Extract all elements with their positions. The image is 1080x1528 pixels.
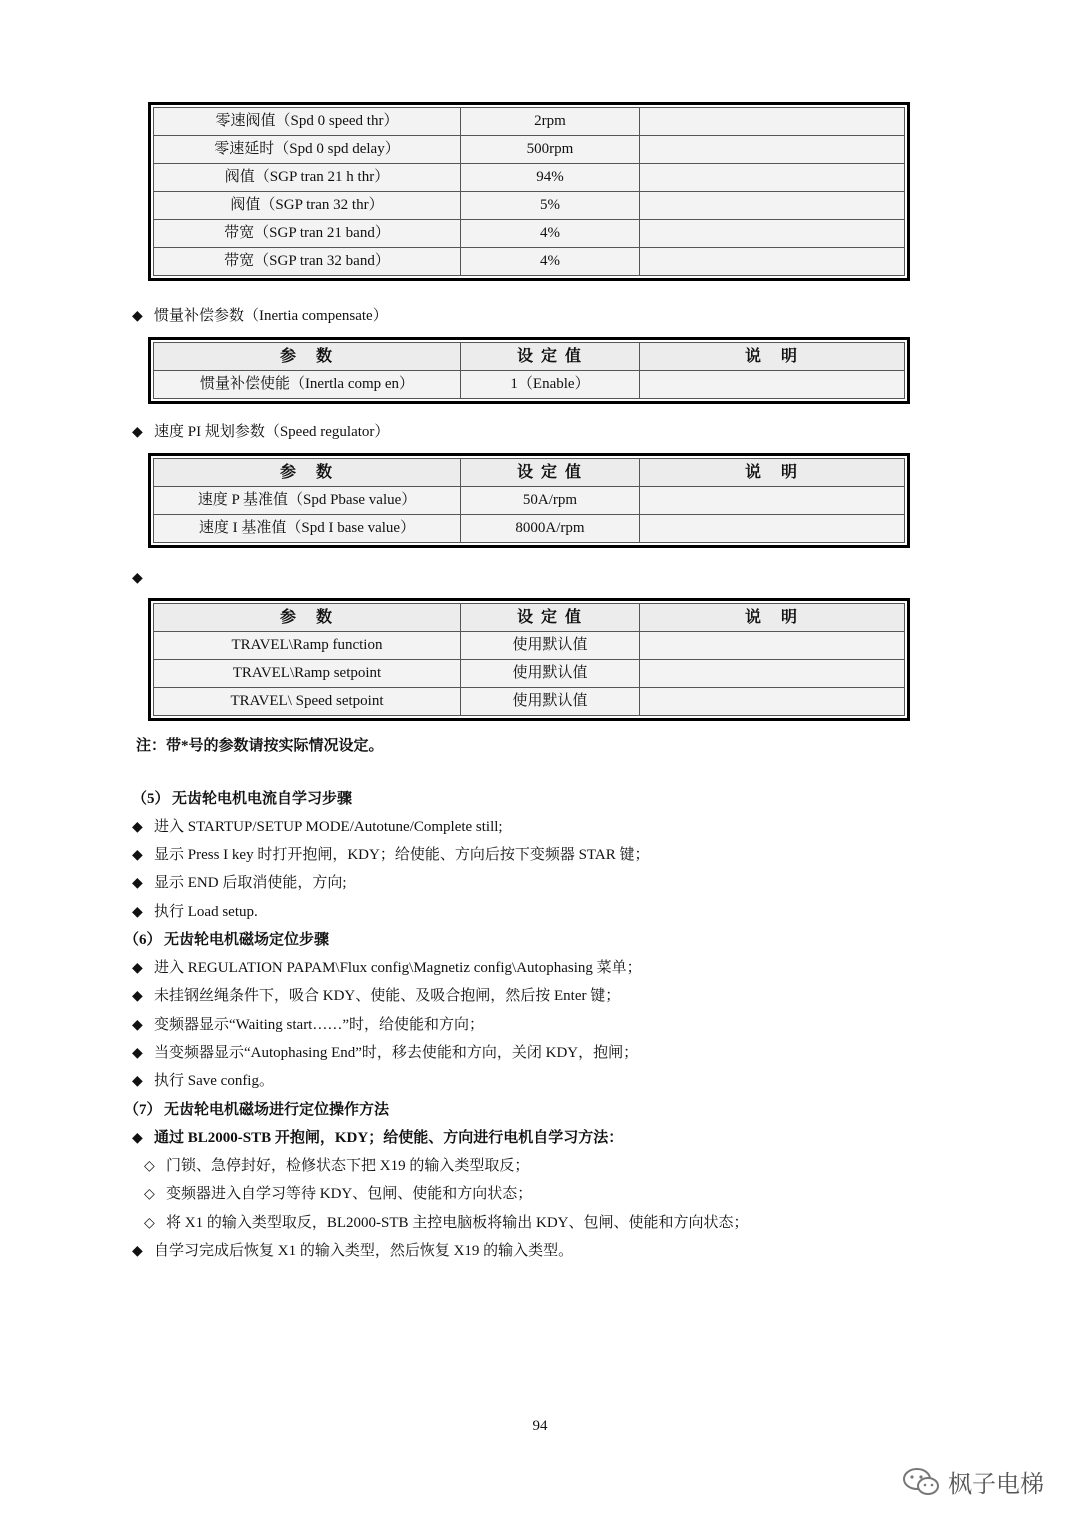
diamond-bullet-icon: ◆ xyxy=(132,309,143,324)
diamond-bullet-icon: ◆ xyxy=(132,1018,143,1033)
column-header: 说 明 xyxy=(640,343,905,371)
params-table-travel xyxy=(148,598,910,721)
table-row xyxy=(154,371,905,399)
diamond-bullet-icon: ◆ xyxy=(132,989,143,1004)
list-item xyxy=(132,817,503,838)
list-item-text: 当变频器显示“Autophasing End”时，移去使能和方向，关闭 KDY，抱闸； xyxy=(154,1045,639,1061)
step-6-heading xyxy=(124,930,329,950)
param-value: 1（Enable） xyxy=(461,371,640,399)
list-item xyxy=(132,1071,274,1092)
hollow-diamond-icon: ◇ xyxy=(144,1216,155,1231)
param-desc xyxy=(640,371,905,399)
param-desc xyxy=(640,136,905,164)
list-item xyxy=(132,1241,573,1262)
step-number: （5） xyxy=(132,791,170,807)
table-header-row xyxy=(154,343,905,371)
table-row xyxy=(154,515,905,543)
list-item xyxy=(132,902,258,923)
list-item-text: 自学习完成后恢复 X1 的输入类型，然后恢复 X19 的输入类型。 xyxy=(154,1243,574,1259)
table-row xyxy=(154,136,905,164)
list-item-text: 变频器进入自学习等待 KDY、包闸、使能和方向状态； xyxy=(166,1186,533,1202)
step-number: （7） xyxy=(124,1102,162,1118)
params-table-speed xyxy=(148,453,910,548)
list-item xyxy=(132,986,620,1007)
diamond-bullet-icon: ◆ xyxy=(132,905,143,920)
param-value: 5% xyxy=(461,192,640,220)
watermark xyxy=(902,1464,1044,1499)
diamond-bullet-icon: ◆ xyxy=(132,820,143,835)
page-number: 94 xyxy=(532,1418,548,1434)
param-name: 零速延时（Spd 0 spd delay） xyxy=(154,136,461,164)
list-item xyxy=(132,845,649,866)
column-header: 设 定 值 xyxy=(461,604,640,632)
table-note: 注：带*号的参数请按实际情况设定。 xyxy=(136,738,384,754)
column-header: 参 数 xyxy=(154,604,461,632)
table-row xyxy=(154,688,905,716)
table-row xyxy=(154,487,905,515)
list-item-text: 进入 REGULATION PAPAM\Flux config\Magnetiz config\Autophasing 菜单； xyxy=(154,960,642,976)
param-name: 惯量补偿使能（Inertla comp en） xyxy=(154,371,461,399)
step-title: 无齿轮电机电流自学习步骤 xyxy=(172,791,353,807)
param-value: 94% xyxy=(461,164,640,192)
param-desc xyxy=(640,108,905,136)
step-7-heading xyxy=(124,1100,389,1120)
column-header: 说 明 xyxy=(640,604,905,632)
param-value: 8000A/rpm xyxy=(461,515,640,543)
column-header: 参 数 xyxy=(154,459,461,487)
step-5-heading xyxy=(132,789,352,809)
param-desc xyxy=(640,248,905,276)
param-value: 2rpm xyxy=(461,108,640,136)
list-item-text: 将 X1 的输入类型取反，BL2000-STB 主控电脑板将输出 KDY、包闸、使能和方向状态； xyxy=(166,1215,749,1231)
param-value: 使用默认值 xyxy=(461,660,640,688)
sub-list-item xyxy=(144,1184,532,1205)
param-value: 使用默认值 xyxy=(461,688,640,716)
list-item-text: 通过 BL2000-STB 开抱闸，KDY；给使能、方向进行电机自学习方法： xyxy=(154,1130,624,1146)
column-header: 参 数 xyxy=(154,343,461,371)
list-item xyxy=(132,1043,638,1064)
table-row xyxy=(154,660,905,688)
table-row xyxy=(154,248,905,276)
param-desc xyxy=(640,192,905,220)
table-row xyxy=(154,108,905,136)
wechat-logo-icon xyxy=(902,1466,942,1498)
section-heading-inertia xyxy=(132,306,388,327)
param-value: 500rpm xyxy=(461,136,640,164)
section-heading-travel xyxy=(132,568,154,589)
table-row xyxy=(154,164,905,192)
table-header-row xyxy=(154,604,905,632)
param-desc xyxy=(640,487,905,515)
sub-list-item xyxy=(144,1156,529,1177)
table-row xyxy=(154,192,905,220)
watermark-text: 枫子电梯 xyxy=(948,1470,1044,1498)
diamond-bullet-icon: ◆ xyxy=(132,1131,143,1146)
param-name: 带宽（SGP tran 21 band） xyxy=(154,220,461,248)
list-item-text: 门锁、急停封好，检修状态下把 X19 的输入类型取反； xyxy=(166,1158,530,1174)
param-name: 带宽（SGP tran 32 band） xyxy=(154,248,461,276)
param-name: 阀值（SGP tran 21 h thr） xyxy=(154,164,461,192)
step-title: 无齿轮电机磁场定位步骤 xyxy=(164,932,330,948)
list-item-text: 执行 Save config。 xyxy=(154,1073,274,1089)
hollow-diamond-icon: ◇ xyxy=(144,1187,155,1202)
param-value: 50A/rpm xyxy=(461,487,640,515)
hollow-diamond-icon: ◇ xyxy=(144,1159,155,1174)
param-name: 零速阀值（Spd 0 speed thr） xyxy=(154,108,461,136)
section-heading-speed xyxy=(132,422,389,443)
list-item xyxy=(132,873,347,894)
param-value: 4% xyxy=(461,220,640,248)
param-name: 阀值（SGP tran 32 thr） xyxy=(154,192,461,220)
param-desc xyxy=(640,515,905,543)
column-header: 设 定 值 xyxy=(461,459,640,487)
table-row xyxy=(154,220,905,248)
section-title: 惯量补偿参数（Inertia compensate） xyxy=(154,308,388,324)
table-header-row xyxy=(154,459,905,487)
step-number: （6） xyxy=(124,932,162,948)
param-name: 速度 P 基准值（Spd Pbase value） xyxy=(154,487,461,515)
param-name: 速度 I 基准值（Spd I base value） xyxy=(154,515,461,543)
diamond-bullet-icon: ◆ xyxy=(132,571,143,586)
list-item xyxy=(132,958,642,979)
table-row xyxy=(154,632,905,660)
step-title: 无齿轮电机磁场进行定位操作方法 xyxy=(164,1102,390,1118)
diamond-bullet-icon: ◆ xyxy=(132,1074,143,1089)
diamond-bullet-icon: ◆ xyxy=(132,961,143,976)
column-header: 设 定 值 xyxy=(461,343,640,371)
diamond-bullet-icon: ◆ xyxy=(132,425,143,440)
param-desc xyxy=(640,660,905,688)
param-desc xyxy=(640,632,905,660)
diamond-bullet-icon: ◆ xyxy=(132,1244,143,1259)
param-desc xyxy=(640,688,905,716)
list-item-text: 未挂钢丝绳条件下，吸合 KDY、使能、及吸合抱闸，然后按 Enter 键； xyxy=(154,988,621,1004)
sub-list-item xyxy=(144,1213,749,1234)
param-value: 使用默认值 xyxy=(461,632,640,660)
diamond-bullet-icon: ◆ xyxy=(132,876,143,891)
list-item-text: 变频器显示“Waiting start……”时，给使能和方向； xyxy=(154,1017,485,1033)
column-header: 说 明 xyxy=(640,459,905,487)
params-table-1 xyxy=(148,102,910,281)
param-value: 4% xyxy=(461,248,640,276)
list-item xyxy=(132,1128,623,1149)
diamond-bullet-icon: ◆ xyxy=(132,1046,143,1061)
list-item-text: 显示 END 后取消使能，方向; xyxy=(154,875,347,891)
param-name: TRAVEL\Ramp function xyxy=(154,632,461,660)
section-title: 速度 PI 规划参数（Speed regulator） xyxy=(154,424,390,440)
param-name: TRAVEL\Ramp setpoint xyxy=(154,660,461,688)
param-name: TRAVEL\ Speed setpoint xyxy=(154,688,461,716)
diamond-bullet-icon: ◆ xyxy=(132,848,143,863)
list-item xyxy=(132,1015,484,1036)
list-item-text: 进入 STARTUP/SETUP MODE/Autotune/Complete still; xyxy=(154,819,503,835)
param-desc xyxy=(640,220,905,248)
param-desc xyxy=(640,164,905,192)
list-item-text: 执行 Load setup. xyxy=(154,904,258,920)
list-item-text: 显示 Press I key 时打开抱闸，KDY；给使能、方向后按下变频器 STAR 键； xyxy=(154,847,650,863)
params-table-inertia xyxy=(148,337,910,404)
